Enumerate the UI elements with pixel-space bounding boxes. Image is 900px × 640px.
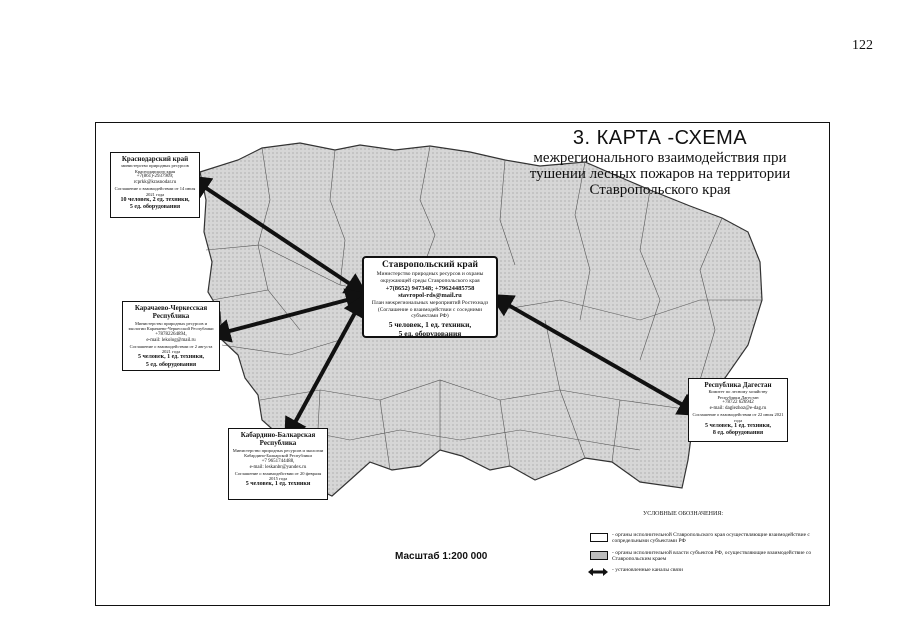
stavropol-resources-1: 5 человек, 1 ед. техники, [388, 319, 472, 329]
legend-item-channels [588, 567, 818, 577]
krasnodar-box [110, 152, 200, 218]
legend [588, 511, 818, 582]
title-line-1: 3. КАРТА -СХЕМА [572, 127, 748, 149]
dagestan-agreement: Соглашение о взаимодействии от 22 июля 2021 года [692, 412, 784, 423]
karachay-agency-1: Министерство природных ресурсов и [134, 320, 208, 326]
karachay-agency-2: экологии Карачаево-Черкесской Республики [128, 326, 214, 332]
krasnodar-agreement: Соглашение о взаимодействии от 14 июля 2021 года [114, 186, 196, 197]
gray-box-swatch-icon [590, 551, 608, 560]
krasnodar-resources-1: 10 человек, 2 ед. техники, [120, 196, 190, 203]
kabardino-phone: +7 9651744488, [261, 458, 295, 464]
stavropol-title: Ставропольский край [382, 260, 478, 270]
kabardino-box [228, 428, 328, 500]
title-line-4: Ставропольского края [589, 181, 731, 198]
dagestan-agency-2: Республики Дагестан [717, 394, 759, 400]
stavropol-phone: +7(8652) 947348; +79624485758 [385, 284, 475, 292]
map-scale: Масштаб 1:200 000 [395, 551, 488, 562]
white-box-swatch-icon [590, 533, 608, 542]
krasnodar-agency-1: министерство природных ресурсов [121, 163, 189, 169]
legend-item-neighbor-authorities [588, 550, 818, 563]
dagestan-resources-2: 8 ед. оборудования [712, 430, 764, 437]
krasnodar-email: rcprkk@krasnodar.ru [133, 180, 177, 186]
stavropol-note-2: (Соглашение о взаимодействии с соседними субъектами РФ) [377, 306, 483, 320]
stavropol-agency-2: окружающей среды Ставропольского края [380, 277, 480, 284]
karachay-phone: +78782264894, [155, 331, 187, 337]
stavropol-box [362, 256, 498, 338]
karachay-box [122, 301, 220, 371]
title-line-3: тушении лесных пожаров на территории [529, 165, 791, 182]
kabardino-title: Кабардино-Балкарская Республика [240, 431, 316, 448]
karachay-resources-2: 5 ед. оборудования [145, 361, 197, 368]
legend-item-stavropol-authorities [588, 532, 818, 545]
krasnodar-title: Краснодарский край [121, 155, 189, 163]
karachay-resources-1: 5 человек, 1 ед. техники, [137, 354, 205, 361]
kabardino-agency-2: Кабардино-Балкарской Республики [244, 453, 312, 459]
krasnodar-resources-2: 5 ед. оборудования [129, 204, 181, 211]
title-line-2: межрегионального взаимодействия при [533, 149, 787, 166]
dagestan-resources-1: 5 человек, 1 ед. техники, [704, 422, 772, 429]
karachay-title: Карачаево-Черкесская Республика [134, 304, 208, 321]
krasnodar-phone: +7(861)-2937909; [136, 174, 174, 180]
stavropol-note-1: План межрегиональных мероприятий Ростехнадз [371, 300, 489, 307]
legend-text-2: - органы исполнительной власти субъектов РФ, осуществляющие взаимодействие со Ставропольским краем [612, 549, 812, 562]
page-number: 122 [852, 38, 873, 53]
map-title [505, 128, 815, 198]
dagestan-title: Республика Дагестан [704, 381, 772, 389]
karachay-email: e-mail: lekolog@mail.ru [146, 337, 196, 343]
stavropol-agency-1: Министерство природных ресурсов и охраны [376, 271, 484, 278]
krasnodar-agency-2: Краснодарского края [134, 168, 176, 174]
legend-text-1: - органы исполнительной Ставропольского края осуществляющие взаимодействие с сопредельными субъектами РФ [612, 531, 810, 545]
legend-title: УСЛОВНЫЕ ОБОЗНАЧЕНИЯ: [643, 511, 723, 517]
kabardino-agency-1: Министерство природных ресурсов и экологии [232, 447, 324, 453]
double-arrow-icon [588, 567, 608, 577]
dagestan-box [688, 378, 788, 442]
karachay-agreement: Соглашение о взаимодействии от 2 августа 2021 года [129, 343, 213, 354]
dagestan-agency-1: Комитет по лесному хозяйству [708, 389, 768, 395]
kabardino-resources-1: 5 человек, 1 ед. техники [245, 481, 311, 488]
kabardino-email: e-mail: leskanbr@yandex.ru [249, 464, 307, 470]
kabardino-agreement: Соглашение о взаимодействии от 20 февраля 2015 года [234, 470, 322, 481]
stavropol-resources-2: 5 ед. оборудования [398, 328, 462, 338]
dagestan-phone: +78722 626942 [722, 400, 754, 406]
legend-text-3: - установленные каналы связи [612, 567, 684, 574]
stavropol-email: stavropol-rds@mail.ru [398, 292, 462, 300]
dagestan-email: e-mail: daglezhoz@e-dag.ru [709, 406, 767, 412]
